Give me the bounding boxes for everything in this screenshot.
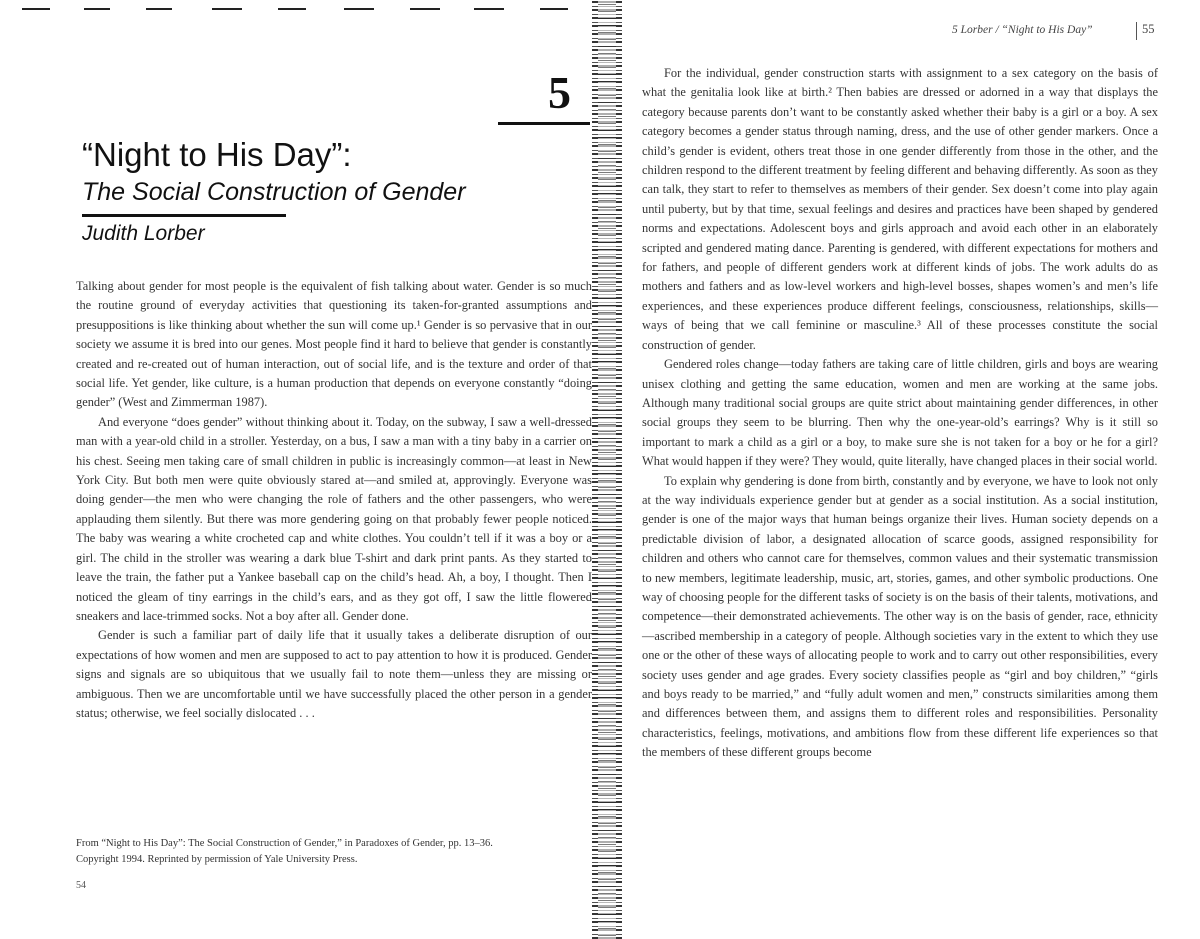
paragraph: Gender is such a familiar part of daily life that it usually takes a deliberate disruption of our expectations of how women and men are supposed to act to pay attention to how it is produced. Gender signs and signals are so ubiquitous that we usually fail to note them—unless they are missing or ambiguous. Then we are uncomfortable until we have successfully placed the other person in a gender status; otherwise, we feel socially dislocated . . .	[76, 628, 592, 720]
source-footnote	[76, 836, 596, 868]
chapter-title: “Night to His Day”:	[82, 136, 352, 173]
footnote-line: Copyright 1994. Reprinted by permission of Yale University Press.	[76, 854, 358, 865]
paragraph: To explain why gendering is done from birth, constantly and by everyone, we have to look not only at the way individuals experience gender but at gender as a social institution. As a social institution, gender is one of the major ways that human beings organize their lives. Human society depends on a predictable division of labor, a designated allocation of scarce goods, assigned responsibility for children and others who cannot care for themselves, common values and their systematic transmission to new members, legitimate leadership, music, art, stories, games, and other symbolic productions. One way of choosing people for the different tasks of society is on the basis of their talents, motivations, and competence—their demonstrated achievements. The other way is on the basis of gender, race, ethnicity—ascribed membership in a category of people. Although societies vary in the extent to which they use one or the other of these ways of allocating people to work and to carry out other responsibilities, every society uses gender and age grades. Every society classifies people as “girl and boy children,” “girls and boys ready to be married,” and “fully adult women and men,” constructs similarities among them and differences between them, and assigns them to different roles and responsibilities. Personality characteristics, feelings, motivations, and ambitions flow from these different life experiences so that the members of these different groups become	[642, 473, 1158, 760]
chapter-subtitle: The Social Construction of Gender	[82, 178, 466, 206]
paragraph: For the individual, gender construction starts with assignment to a sex category on the basis of what the genitalia look like at birth.² Then babies are dressed or adorned in a way that displays the category because parents don’t want to be constantly asked whether their baby is a girl or a boy. A sex category becomes a gender status through naming, dress, and the use of other gender markers. Once a child’s gender is evident, others treat those in one gender differently from those in the other, and the children respond to the different treatment by feeling different and behaving differently. As soon as they can talk, they start to refer to themselves as members of their gender. Sex doesn’t come into play again until puberty, but by that time, sexual feelings and desires and practices have been shaped by gendered norms and expectations. Adolescent boys and girls approach and avoid each other in an elaborately scripted and gendered mating dance. Parenting is gendered, with different expectations for mothers and for fathers, and people of different genders work at different kinds of jobs. The work adults do as mothers and fathers and as low-level workers and high-level bosses, shapes women’s and men’s life experiences, and these experiences produce different feelings, consciousness, relationships, skills—ways of being that we call feminine or masculine.³ All of these processes constitute the social construction of gender.	[642, 66, 1158, 352]
left-body-text	[76, 277, 592, 723]
paragraph: Talking about gender for most people is the equivalent of fish talking about water. Gender is so much the routine ground of everyday activities that questioning its taken-for-granted assumptions and presuppositions is like thinking about whether the sun will come up.¹ Gender is so pervasive that in our society we assume it is bred into our genes. Most people find it hard to believe that gender is constantly created and re-created out of human interaction, out of social life, and is the texture and order of that social life. Yet gender, like culture, is a human production that depends on everyone constantly “doing gender” (West and Zimmerman 1987).	[76, 279, 592, 410]
chapter-number: 5	[548, 67, 571, 118]
paragraph: And everyone “does gender” without thinking about it. Today, on the subway, I saw a well-dressed man with a year-old child in a stroller. Yesterday, on a bus, I saw a man with a tiny baby in a carrier on his chest. Seeing men taking care of small children in public is increasingly common—at least in New York City. But both men were quite obviously stared at—and smiled at, approvingly. Everyone was doing gender—the men who were changing the role of fathers and the other passengers, who were applauding them silently. But there was more gendering going on that probably fewer people noticed. The baby was wearing a white crocheted cap and white clothes. You couldn’t tell if it was a boy or a girl. The child in the stroller was wearing a dark blue T-shirt and dark print pants. As they started to leave the train, the father put a Yankee baseball cap on the child’s head. Ah, a boy, I thought. Then I noticed the gleam of tiny earrings in the child’s ears, and as they got off, I saw the little flowered sneakers and lace-trimmed socks. Not a boy after all. Gender done.	[76, 414, 592, 623]
left-page-number: 54	[76, 880, 86, 891]
running-head-rule	[1136, 22, 1137, 40]
right-body-text	[642, 64, 1158, 763]
title-rule	[82, 214, 286, 217]
paragraph: Gendered roles change—today fathers are taking care of little children, girls and boys are wearing unisex clothing and getting the same education, women and men are working at the same jobs. Although many traditional social groups are quite strict about maintaining gender differences, in other social groups they seem to be blurring. Then why the one-year-old’s earrings? Why is it still so important to mark a child as a girl or a boy, to make sure she is not taken for a boy or he for a girl? What would happen if they were? They would, quite literally, have changed places in their social world.	[642, 357, 1158, 469]
author-name: Judith Lorber	[82, 222, 205, 245]
scan-top-marks	[0, 0, 600, 20]
running-head: 5 Lorber / “Night to His Day”	[952, 24, 1093, 36]
right-page-number: 55	[1142, 22, 1155, 36]
chapter-rule	[498, 122, 590, 125]
footnote-line: From “Night to His Day”: The Social Construction of Gender,” in Paradoxes of Gender, pp. 13–36.	[76, 838, 493, 849]
book-spine-gutter	[592, 0, 622, 939]
